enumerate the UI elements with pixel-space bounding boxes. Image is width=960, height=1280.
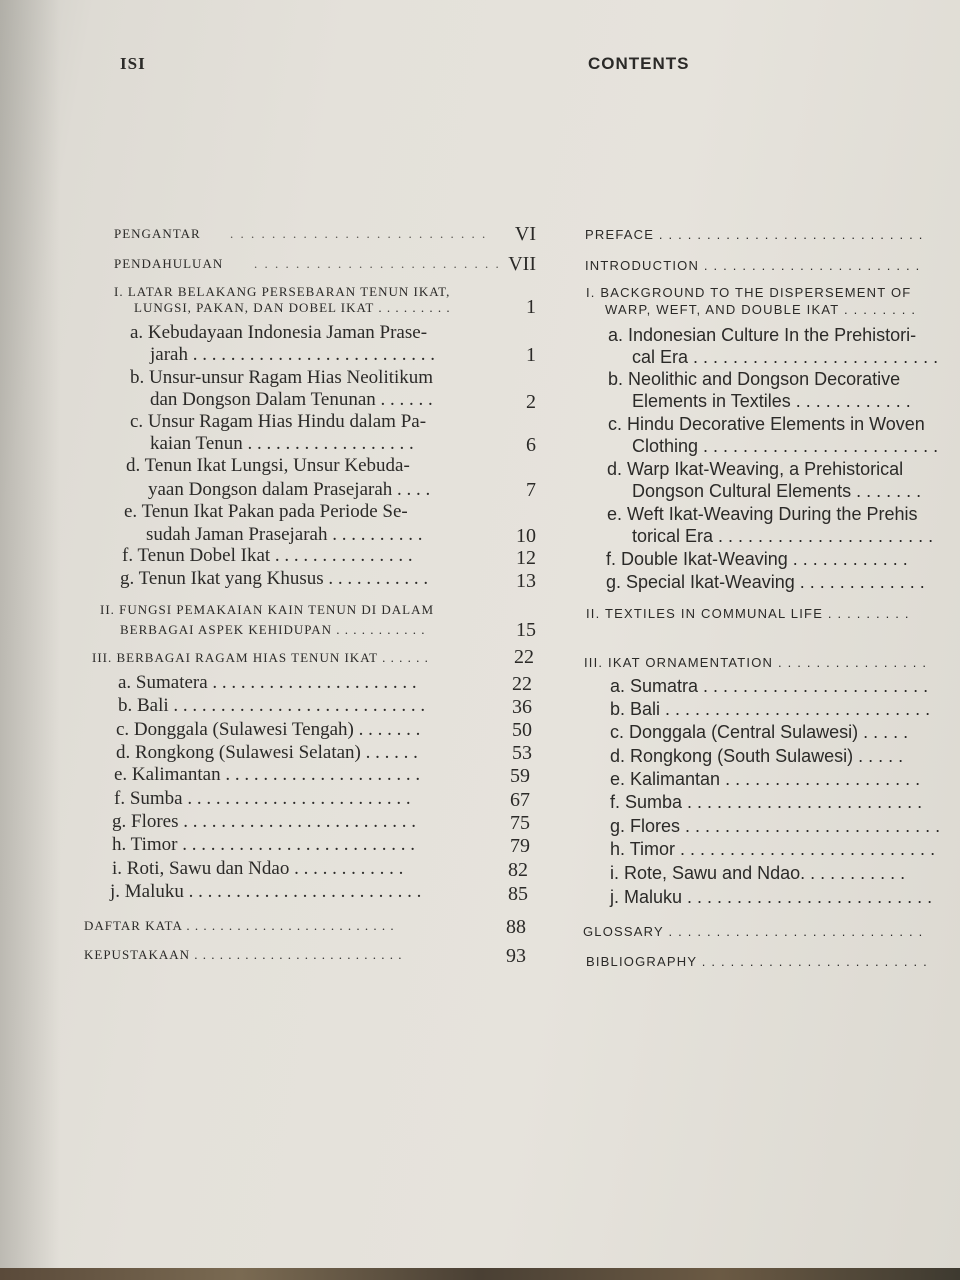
toc-page-number: 85 <box>508 883 528 905</box>
toc-page-number: 6 <box>526 434 536 456</box>
page-gutter-shadow <box>0 0 60 1280</box>
toc-page-number: 12 <box>516 547 536 569</box>
toc-chapter-1: I. LATAR BELAKANG PERSEBARAN TENUN IKAT, <box>114 284 451 299</box>
toc-page-number: 10 <box>516 525 536 547</box>
toc-page-number: 59 <box>510 765 530 787</box>
toc-en-entry-line2: Elements in Textiles . . . . . . . . . . . . <box>632 391 911 411</box>
toc-en-entry: e. Weft Ikat-Weaving During the Prehis <box>607 504 918 524</box>
toc-en-entry: g. Flores . . . . . . . . . . . . . . . . . . . . . . . . . . <box>610 816 941 836</box>
toc-entry: j. Maluku . . . . . . . . . . . . . . . . . . . . . . . . . <box>110 881 422 902</box>
toc-page-number: 22 <box>512 673 532 695</box>
toc-en-entry: h. Timor . . . . . . . . . . . . . . . . . . . . . . . . . . <box>610 839 936 859</box>
toc-en-entry: e. Kalimantan . . . . . . . . . . . . . . . . . . . . <box>610 769 921 789</box>
toc-en-entry: a. Indonesian Culture In the Prehistori- <box>608 325 917 345</box>
toc-page-number: 79 <box>510 835 530 857</box>
toc-page-number: 88 <box>506 916 526 938</box>
toc-en-chapter-1-line2: WARP, WEFT, AND DOUBLE IKAT . . . . . . . . <box>605 302 917 317</box>
background-fabric <box>0 1268 960 1280</box>
toc-en-entry: c. Hindu Decorative Elements in Woven <box>608 414 925 434</box>
toc-entry-pengantar: PENGANTAR <box>114 226 201 241</box>
toc-entry: e. Tenun Ikat Pakan pada Periode Se- <box>124 501 408 522</box>
toc-en-entry: b. Bali . . . . . . . . . . . . . . . . . . . . . . . . . . . <box>610 699 931 719</box>
toc-entry-kepustakaan: KEPUSTAKAAN . . . . . . . . . . . . . . . . . . . . . . . . . <box>84 947 403 962</box>
toc-entry-line2: jarah . . . . . . . . . . . . . . . . . . . . . . . . . . <box>150 344 435 365</box>
toc-en-chapter-3: III. IKAT ORNAMENTATION . . . . . . . . . . . . . . . . <box>584 655 928 670</box>
right-header-title: CONTENTS <box>588 54 690 73</box>
toc-page-number: VI <box>514 223 536 245</box>
toc-en-entry-line2: Clothing . . . . . . . . . . . . . . . . . . . . . . . . <box>632 436 939 456</box>
toc-en-entry-line2: Dongson Cultural Elements . . . . . . . <box>632 481 922 501</box>
toc-en-entry-line2: cal Era . . . . . . . . . . . . . . . . . . . . . . . . . <box>632 347 939 367</box>
toc-chapter-3: III. BERBAGAI RAGAM HIAS TENUN IKAT . . . . . . <box>92 650 429 665</box>
toc-entry: g. Tenun Ikat yang Khusus . . . . . . . . . . . <box>120 568 429 589</box>
toc-entry: d. Rongkong (Sulawesi Selatan) . . . . . . <box>116 742 418 763</box>
toc-page-number: 75 <box>510 812 530 834</box>
toc-chapter-2: II. FUNGSI PEMAKAIAN KAIN TENUN DI DALAM <box>100 602 435 617</box>
toc-leader: . . . . . . . . . . . . . . . . . . . . . . . . . <box>230 226 488 241</box>
toc-entry: c. Donggala (Sulawesi Tengah) . . . . . . . <box>116 719 421 740</box>
toc-entry-line2: yaan Dongson dalam Prasejarah . . . . <box>148 479 431 500</box>
toc-page-number: 36 <box>512 696 532 718</box>
left-header-title: ISI <box>120 54 146 73</box>
toc-en-glossary: GLOSSARY . . . . . . . . . . . . . . . . . . . . . . . . . . . <box>583 924 924 939</box>
toc-en-entry: f. Sumba . . . . . . . . . . . . . . . . . . . . . . . . <box>610 792 923 812</box>
toc-en-entry: j. Maluku . . . . . . . . . . . . . . . . . . . . . . . . . <box>610 887 933 907</box>
toc-page-number: 1 <box>526 344 536 366</box>
toc-en-entry: f. Double Ikat-Weaving . . . . . . . . . . . . <box>606 549 908 569</box>
toc-entry: i. Roti, Sawu dan Ndao . . . . . . . . . . . . <box>112 858 404 879</box>
toc-page-number: 7 <box>526 479 536 501</box>
toc-page-number: 50 <box>512 719 532 741</box>
toc-page-number: 53 <box>512 742 532 764</box>
toc-en-preface: PREFACE . . . . . . . . . . . . . . . . . . . . . . . . . . . . <box>585 227 924 242</box>
toc-en-chapter-2: II. TEXTILES IN COMMUNAL LIFE . . . . . . . . . <box>586 606 910 621</box>
toc-page-number: 93 <box>506 945 526 967</box>
toc-chapter-1-line2: LUNGSI, PAKAN, DAN DOBEL IKAT . . . . . . . . . <box>134 300 451 315</box>
toc-entry: b. Unsur-unsur Ragam Hias Neolitikum <box>130 367 434 388</box>
toc-en-entry: i. Rote, Sawu and Ndao. . . . . . . . . . . <box>610 863 906 883</box>
toc-page-number: 22 <box>514 646 534 668</box>
toc-en-introduction: INTRODUCTION . . . . . . . . . . . . . . . . . . . . . . . <box>585 258 921 273</box>
toc-page-number: VII <box>508 253 536 275</box>
toc-entry: e. Kalimantan . . . . . . . . . . . . . . . . . . . . . <box>114 764 421 785</box>
toc-entry-line2: kaian Tenun . . . . . . . . . . . . . . . . . . <box>150 433 414 454</box>
toc-leader: . . . . . . . . . . . . . . . . . . . . . . . . <box>254 256 501 271</box>
toc-entry: b. Bali . . . . . . . . . . . . . . . . . . . . . . . . . . . <box>118 695 426 716</box>
toc-en-chapter-1: I. BACKGROUND TO THE DISPERSEMENT OF <box>586 285 912 300</box>
toc-page-number: 82 <box>508 859 528 881</box>
toc-page-number: 2 <box>526 391 536 413</box>
toc-entry: h. Timor . . . . . . . . . . . . . . . . . . . . . . . . . <box>112 834 415 855</box>
toc-entry: f. Sumba . . . . . . . . . . . . . . . . . . . . . . . . <box>114 788 411 809</box>
toc-entry-line2: sudah Jaman Prasejarah . . . . . . . . . . <box>146 524 423 545</box>
toc-en-entry-line2: torical Era . . . . . . . . . . . . . . . . . . . . . . <box>632 526 934 546</box>
toc-en-entry: b. Neolithic and Dongson Decorative <box>608 369 901 389</box>
toc-entry: a. Sumatera . . . . . . . . . . . . . . . . . . . . . . <box>118 672 417 693</box>
toc-entry: g. Flores . . . . . . . . . . . . . . . . . . . . . . . . . <box>112 811 416 832</box>
toc-en-entry: g. Special Ikat-Weaving . . . . . . . . . . . . . <box>606 572 925 592</box>
toc-page-number: 1 <box>526 296 536 318</box>
toc-entry: d. Tenun Ikat Lungsi, Unsur Kebuda- <box>126 455 410 476</box>
toc-en-entry: c. Donggala (Central Sulawesi) . . . . . <box>610 722 909 742</box>
toc-en-entry: a. Sumatra . . . . . . . . . . . . . . . . . . . . . . . <box>610 676 929 696</box>
toc-entry: f. Tenun Dobel Ikat . . . . . . . . . . . . . . . <box>122 545 413 566</box>
toc-en-entry: d. Rongkong (South Sulawesi) . . . . . <box>610 746 904 766</box>
toc-page-number: 15 <box>516 619 536 641</box>
toc-entry-pendahuluan: PENDAHULUAN <box>114 256 224 271</box>
toc-en-bibliography: BIBLIOGRAPHY . . . . . . . . . . . . . . . . . . . . . . . . <box>586 954 928 969</box>
toc-chapter-2-line2: BERBAGAI ASPEK KEHIDUPAN . . . . . . . . . . . <box>120 622 426 637</box>
toc-en-entry: d. Warp Ikat-Weaving, a Prehistorical <box>607 459 904 479</box>
toc-entry: a. Kebudayaan Indonesia Jaman Prase- <box>130 322 428 343</box>
toc-entry-line2: dan Dongson Dalam Tenunan . . . . . . <box>150 389 433 410</box>
toc-entry-daftar-kata: DAFTAR KATA . . . . . . . . . . . . . . . . . . . . . . . . . <box>84 918 395 933</box>
toc-entry: c. Unsur Ragam Hias Hindu dalam Pa- <box>130 411 427 432</box>
toc-page-number: 67 <box>510 789 530 811</box>
toc-page-number: 13 <box>516 570 536 592</box>
